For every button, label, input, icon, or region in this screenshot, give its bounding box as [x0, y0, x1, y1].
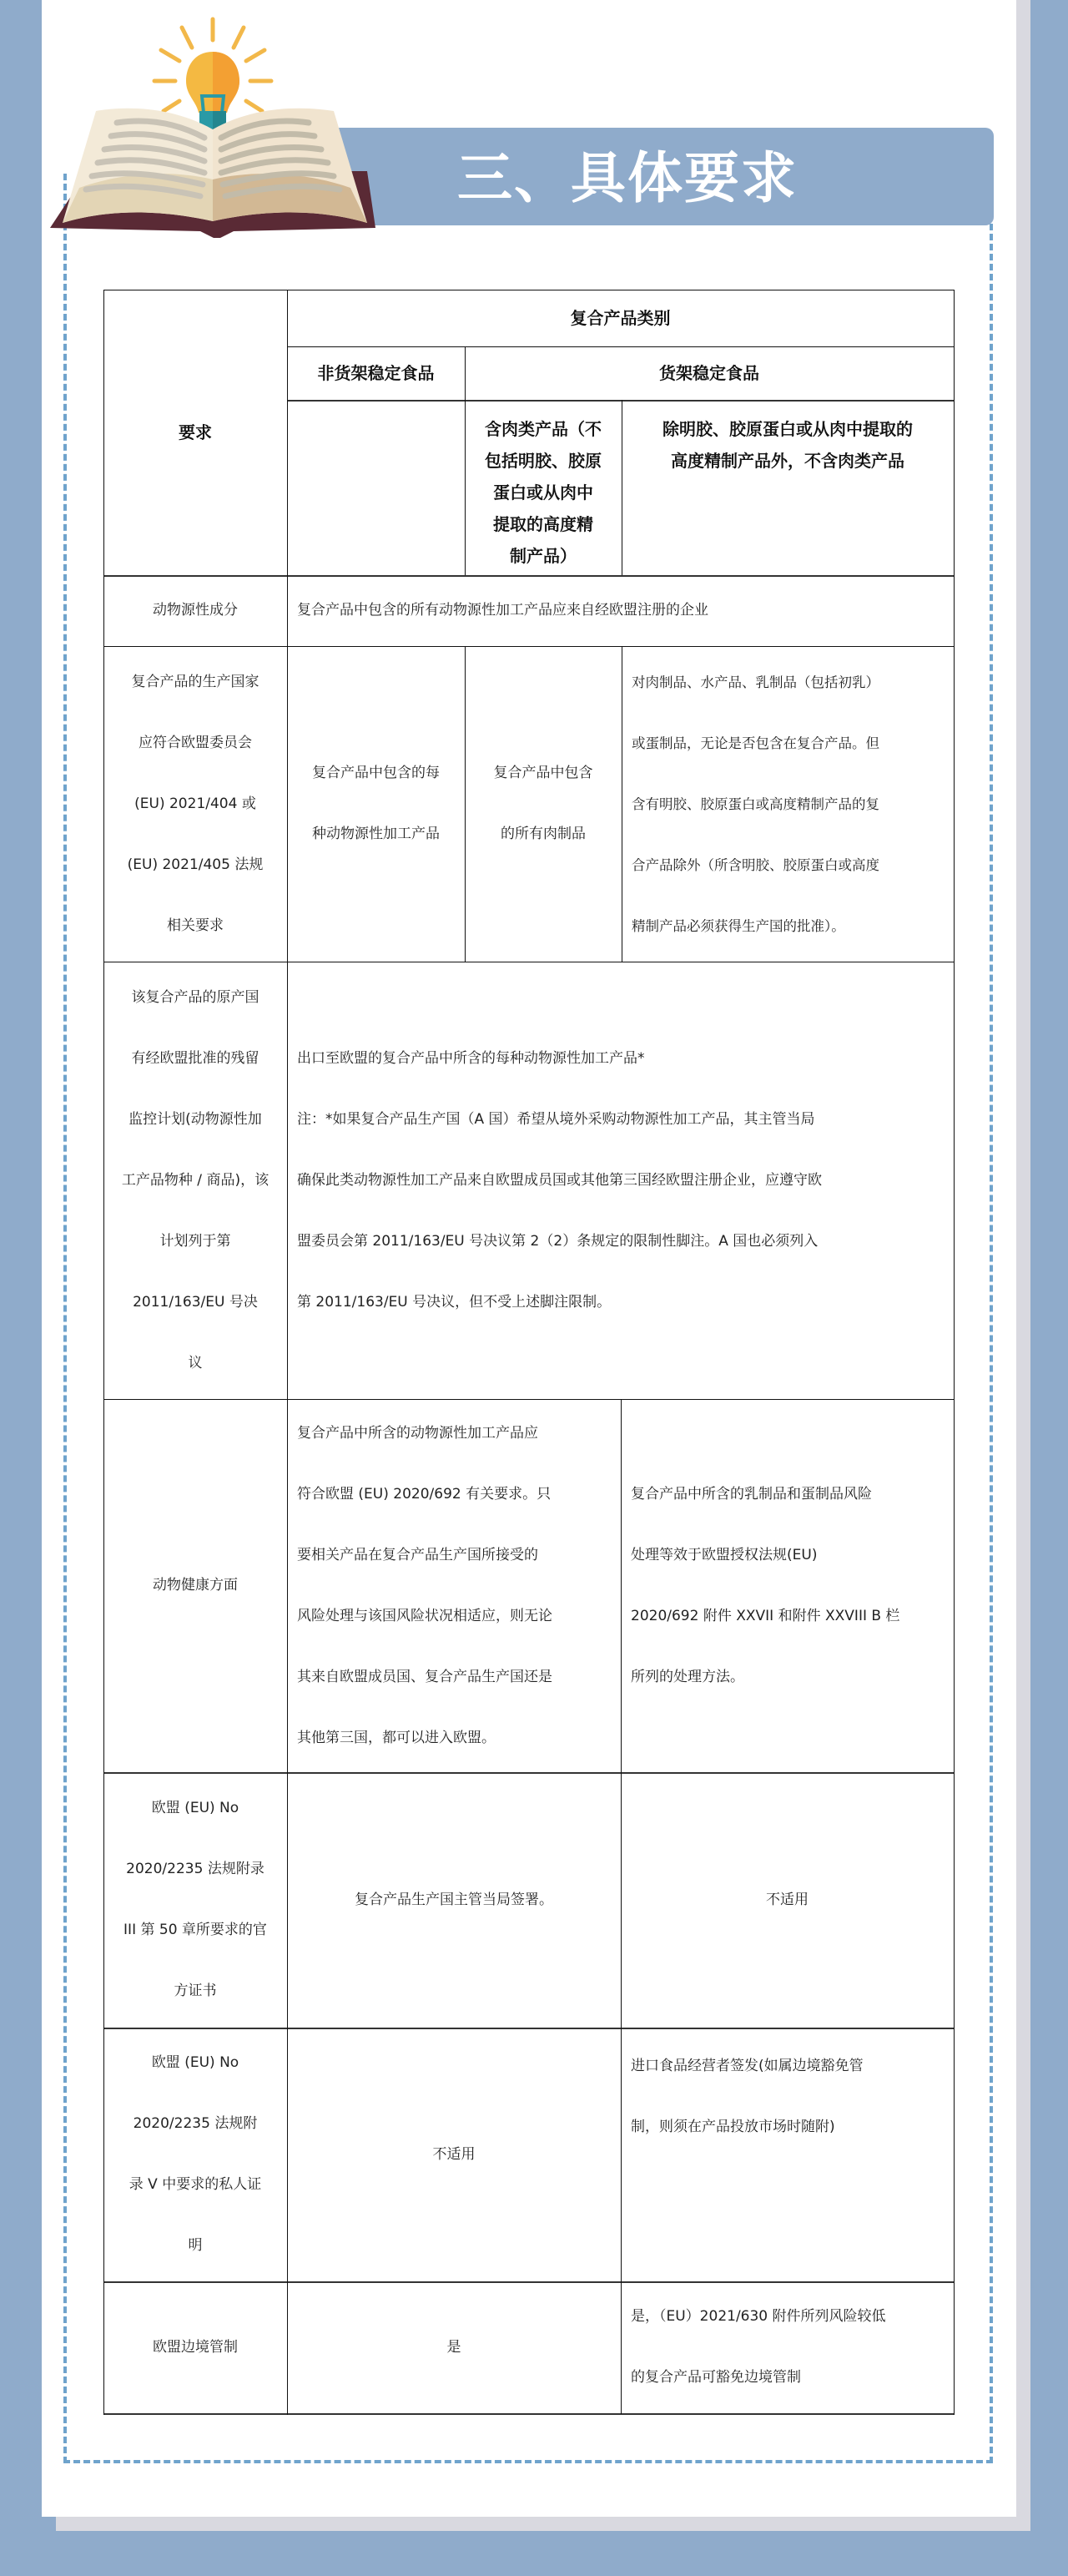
header-requirement: 要求 — [179, 422, 212, 442]
section-title: 三、具体要求 — [457, 146, 798, 210]
row-label-producing-country: 复合产品的生产国家 应符合欧盟委员会 (EU) 2021/404 或 (EU) 2021/405 法规 相关要求 — [127, 673, 264, 934]
row-label-private-attestation: 欧盟 (EU) No 2020/2235 法规附 录 V 中要求的私人证 明 — [128, 2054, 262, 2254]
row-cell-animal-health-general: 复合产品中所含的动物源性加工产品应 符合欧盟 (EU) 2020/692 有关要求。只 要相关产品在复合产品生产国所接受的 风险处理与该国风险状况相适应，则无论 其来自欧盟成员国、复合产品生产国还是 其他第三国，都可以进入欧盟。 — [297, 1424, 552, 1746]
row-cell-border-control-no-meat: 是，（EU）2021/630 附件所列风险较低 的复合产品可豁免边境管制 — [631, 2308, 886, 2386]
row-label-official-certificate: 欧盟 (EU) No 2020/2235 法规附录 III 第 50 章所要求的官 方证书 — [123, 1800, 267, 1999]
row-cell-producing-country-non-shelf: 复合产品中包含的每 种动物源性加工产品 — [312, 765, 440, 842]
row-cell-private-attestation-general: 不适用 — [432, 2145, 476, 2163]
row-label-residue-plan: 该复合产品的原产国 有经欧盟批准的残留 监控计划(动物源性加 工产品物种 / 商品)，该 计划列于第 2011/163/EU 号决 议 — [121, 988, 270, 1371]
row-cell-official-certificate-general: 复合产品生产国主管当局签署。 — [355, 1891, 553, 1908]
header-product-category: 复合产品类别 — [570, 308, 671, 328]
row-cell-animal-origin: 复合产品中包含的所有动物源性加工产品应来自经欧盟注册的企业 — [297, 602, 708, 619]
header-non-shelf-stable: 非货架稳定食品 — [317, 363, 435, 383]
row-cell-border-control-general: 是 — [446, 2338, 461, 2356]
book-lightbulb-icon — [46, 13, 388, 238]
header-shelf-stable-no-meat: 除明胶、胶原蛋白或从肉中提取的 高度精制产品外，不含肉类产品 — [662, 419, 913, 471]
row-cell-residue-plan: 出口至欧盟的复合产品中所含的每种动物源性加工产品* 注：*如果复合产品生产国（A 国）希望从境外采购动物源性加工产品，其主管当局 确保此类动物源性加工产品来自欧盟成员国或其他第三国经欧盟注册企业，应遵守欧 盟委员会第 2011/163/EU 号决议第 2（2）条规定的限制性脚注。A 国也必须列入 第 2011/163/EU 号决议，但不受上述脚注限制。 — [297, 1049, 822, 1311]
row-cell-animal-health-no-meat: 复合产品中所含的乳制品和蛋制品风险 处理等效于欧盟授权法规(EU) 2020/692 附件 XXVII 和附件 XXVIII B 栏 所列的处理方法。 — [631, 1485, 900, 1685]
row-cell-private-attestation-no-meat: 进口食品经营者签发(如属边境豁免管 制，则须在产品投放市场时随附) — [631, 2058, 864, 2135]
row-cell-official-certificate-no-meat: 不适用 — [766, 1891, 809, 1908]
row-label-animal-origin: 动物源性成分 — [153, 602, 238, 619]
row-cell-producing-country-no-meat: 对肉制品、水产品、乳制品（包括初乳） 或蛋制品，无论是否包含在复合产品。但 含有明胶、胶原蛋白或高度精制产品的复 合产品除外（所含明胶、胶原蛋白或高度 精制产品必须获得生产国的批准）。 — [632, 674, 879, 934]
row-cell-producing-country-meat: 复合产品中包含 的所有肉制品 — [493, 765, 593, 842]
header-shelf-stable-meat: 含肉类产品（不 包括明胶、胶原 蛋白或从肉中 提取的高度精 制产品） — [485, 419, 602, 566]
row-label-animal-health: 动物健康方面 — [153, 1577, 238, 1594]
row-label-border-control: 欧盟边境管制 — [153, 2338, 238, 2356]
header-shelf-stable: 货架稳定食品 — [659, 363, 759, 383]
